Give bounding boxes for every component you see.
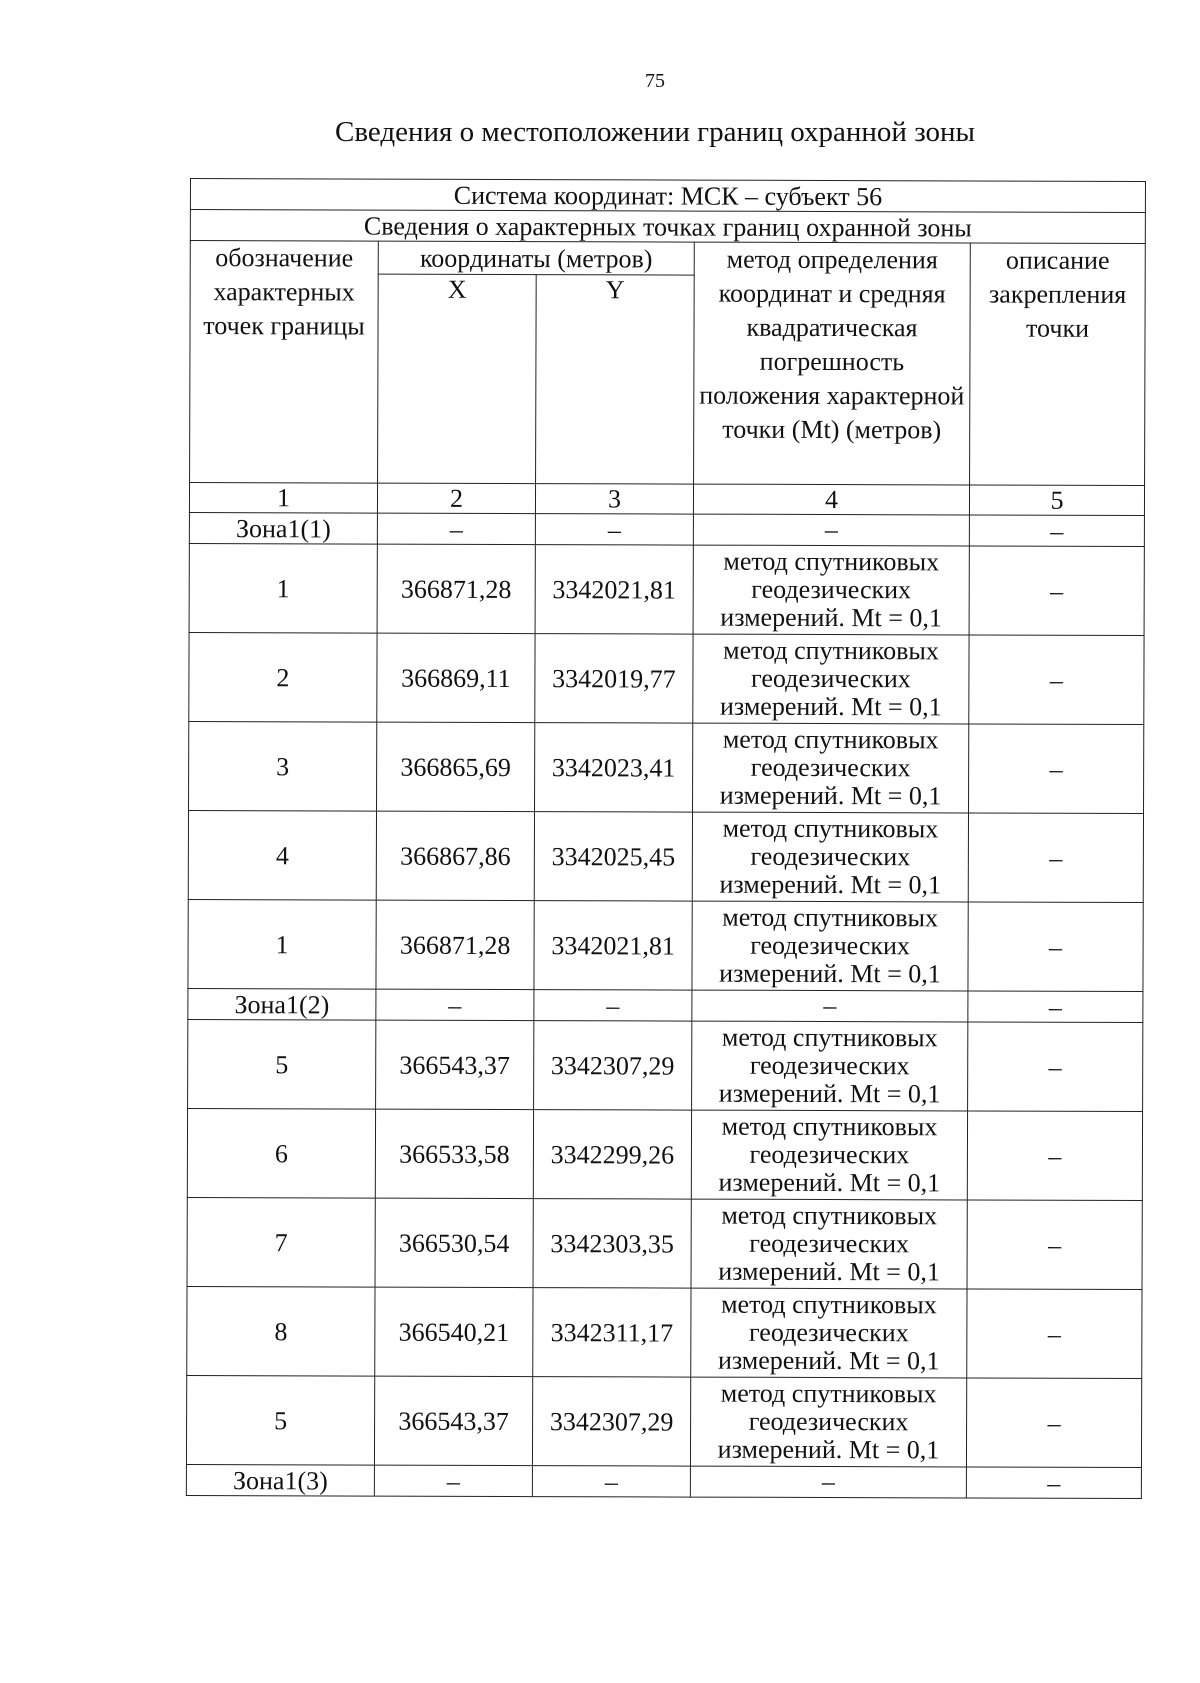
description-cell: – (966, 1467, 1141, 1499)
point-name-cell: 7 (187, 1197, 375, 1287)
method-cell: метод спутниковых геодезических измерений. Mt = 0,1 (691, 1110, 967, 1200)
y-coordinate-cell: – (534, 990, 692, 1021)
column-number-row (189, 483, 1144, 516)
y-coordinate-cell: – (532, 1466, 690, 1497)
point-row (187, 1286, 1142, 1378)
x-coordinate-cell: 366865,69 (377, 722, 535, 811)
method-cell: метод спутниковых геодезических измерений. Mt = 0,1 (693, 723, 969, 813)
method-cell: – (690, 1466, 966, 1498)
x-coordinate-cell: 366530,54 (375, 1198, 533, 1287)
description-cell: – (969, 635, 1144, 725)
column-header-row (190, 241, 1145, 277)
point-name-cell: Зона1(3) (186, 1464, 374, 1496)
x-coordinate-cell: 366543,37 (374, 1376, 532, 1465)
method-cell: метод спутниковых геодезических измерений. Mt = 0,1 (690, 1377, 966, 1467)
y-coordinate-cell: 3342311,17 (533, 1288, 691, 1377)
x-coordinate-cell: 366871,28 (376, 900, 534, 989)
point-name-cell: 5 (188, 1019, 376, 1109)
x-coordinate-cell: – (374, 1465, 532, 1496)
col-method-header: метод определения координат и средняя квадратическая погрешность положения характерной точки (Mt) (метров) (694, 242, 971, 485)
zone-row (188, 988, 1143, 1022)
col-point-header: обозначение характерных точек границы (190, 241, 379, 484)
method-cell: метод спутниковых геодезических измерений. Mt = 0,1 (692, 901, 968, 991)
y-coordinate-cell: 3342025,45 (534, 812, 692, 901)
description-cell: – (968, 991, 1143, 1023)
method-cell: метод спутниковых геодезических измерений. Mt = 0,1 (692, 1021, 968, 1111)
zone-row (189, 512, 1144, 546)
x-coordinate-cell: 366543,37 (376, 1020, 534, 1109)
col-coords-header: координаты (метров) (378, 241, 694, 275)
point-name-cell: 3 (189, 721, 377, 811)
y-coordinate-cell: 3342021,81 (535, 545, 693, 634)
points-header-row (190, 210, 1145, 244)
method-cell: метод спутниковых геодезических измерений. Mt = 0,1 (691, 1199, 967, 1289)
point-row (188, 810, 1143, 902)
point-row (189, 632, 1144, 724)
coord-system-row (190, 179, 1145, 213)
column-number: 3 (535, 484, 693, 514)
col-y-header: Y (536, 275, 695, 484)
method-cell: – (692, 990, 968, 1022)
x-coordinate-cell: 366867,86 (376, 811, 534, 900)
point-name-cell: Зона1(1) (189, 512, 377, 544)
point-row (187, 1197, 1142, 1289)
point-row (189, 721, 1144, 813)
point-row (188, 1019, 1143, 1111)
description-cell: – (969, 515, 1144, 547)
column-number: 1 (189, 483, 377, 514)
y-coordinate-cell: 3342023,41 (535, 723, 693, 812)
description-cell: – (968, 1022, 1143, 1112)
zone-row (186, 1464, 1141, 1498)
method-cell: метод спутниковых геодезических измерений. Mt = 0,1 (691, 1288, 967, 1378)
y-coordinate-cell: 3342303,35 (533, 1199, 691, 1288)
point-name-cell: 2 (189, 632, 377, 722)
point-row (187, 1108, 1142, 1200)
method-cell: – (693, 514, 969, 546)
y-coordinate-cell: 3342307,29 (532, 1377, 690, 1466)
point-name-cell: 1 (189, 543, 377, 633)
x-coordinate-cell: – (377, 513, 535, 544)
point-name-cell: Зона1(2) (188, 988, 376, 1020)
point-name-cell: 6 (187, 1108, 375, 1198)
description-cell: – (967, 1200, 1142, 1290)
description-cell: – (968, 902, 1143, 992)
x-coordinate-cell: – (376, 989, 534, 1020)
point-name-cell: 1 (188, 899, 376, 989)
description-cell: – (968, 813, 1143, 903)
col-desc-header: описание закрепления точки (970, 243, 1146, 486)
method-cell: метод спутниковых геодезических измерений. Mt = 0,1 (693, 545, 969, 635)
page-number: 75 (645, 70, 665, 92)
column-number: 4 (693, 484, 969, 515)
description-cell: – (966, 1378, 1141, 1468)
y-coordinate-cell: 3342299,26 (533, 1110, 691, 1199)
points-header-cell: Сведения о характерных точках границ охранной зоны (190, 210, 1145, 244)
description-cell: – (969, 546, 1144, 636)
point-row (188, 899, 1143, 991)
point-name-cell: 8 (187, 1286, 375, 1376)
page-title: Сведения о местоположении границ охранной зоны (334, 116, 975, 148)
method-cell: метод спутниковых геодезических измерений. Mt = 0,1 (693, 634, 969, 724)
method-cell: метод спутниковых геодезических измерений. Mt = 0,1 (692, 812, 968, 902)
coordinates-table (186, 178, 1146, 1499)
col-x-header: X (378, 274, 537, 483)
y-coordinate-cell: – (535, 514, 693, 545)
x-coordinate-cell: 366871,28 (377, 544, 535, 633)
coord-system-cell: Система координат: МСК – субъект 56 (190, 179, 1145, 213)
point-name-cell: 4 (188, 810, 376, 900)
x-coordinate-cell: 366869,11 (377, 633, 535, 722)
x-coordinate-cell: 366540,21 (375, 1287, 533, 1376)
y-coordinate-cell: 3342019,77 (535, 634, 693, 723)
description-cell: – (967, 1111, 1142, 1201)
point-row (186, 1375, 1141, 1467)
description-cell: – (967, 1289, 1142, 1379)
x-coordinate-cell: 366533,58 (375, 1109, 533, 1198)
point-name-cell: 5 (186, 1375, 374, 1465)
y-coordinate-cell: 3342021,81 (534, 901, 692, 990)
y-coordinate-cell: 3342307,29 (534, 1021, 692, 1110)
column-number: 2 (377, 483, 535, 513)
column-number: 5 (969, 485, 1144, 516)
point-row (189, 543, 1144, 635)
description-cell: – (969, 724, 1144, 814)
